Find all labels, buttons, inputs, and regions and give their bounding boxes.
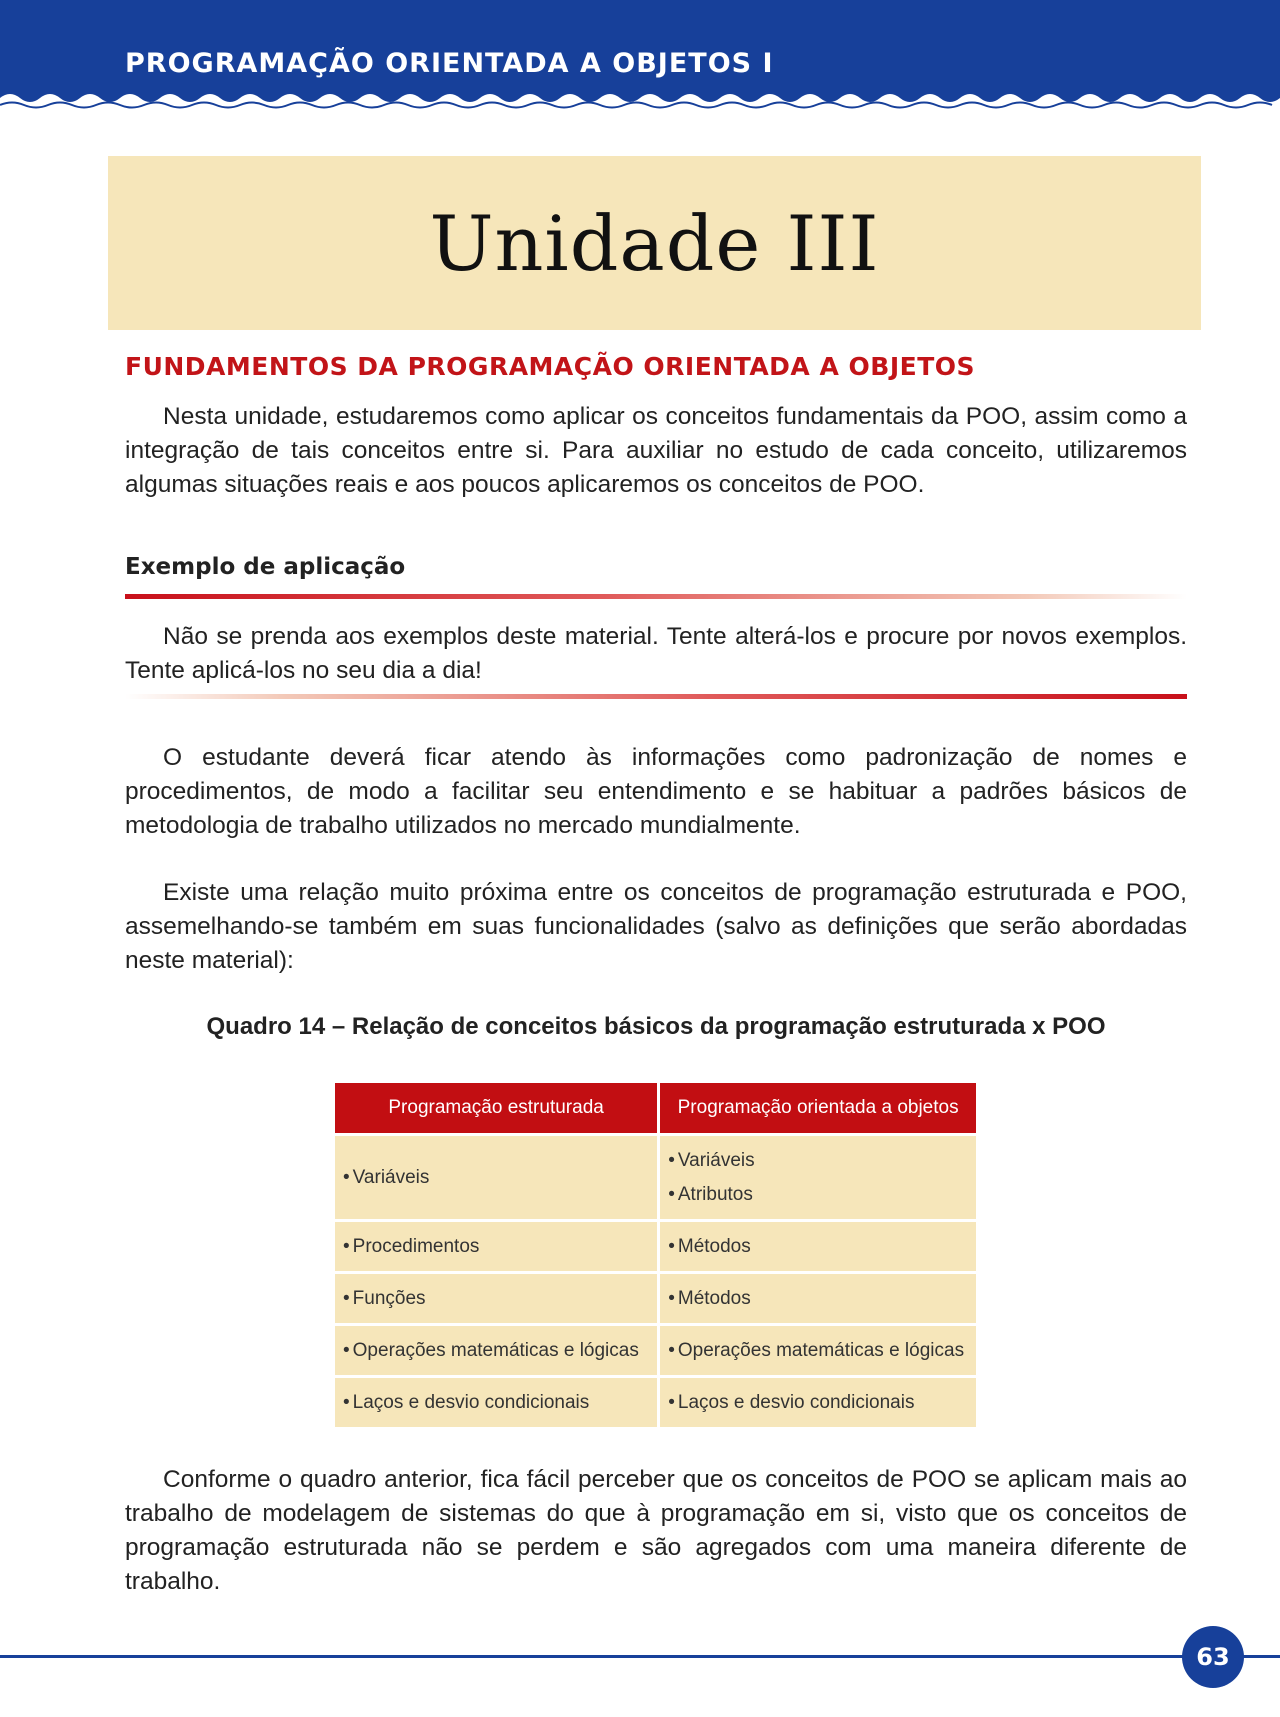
list-item: • Variáveis <box>668 1144 968 1178</box>
table-header-oop: Programação orientada a objetos <box>659 1082 978 1135</box>
table-row <box>334 1135 978 1221</box>
example-bottom-rule <box>125 694 1187 699</box>
quadro-caption: Quadro 14 – Relação de conceitos básicos da programação estruturada x POO <box>206 1013 1106 1040</box>
table-cell <box>659 1221 978 1273</box>
relation-paragraph: Existe uma relação muito próxima entre os conceitos de programação estruturada e POO, assemelhando-se também em suas funcionalidades (salvo as definições que serão abordadas neste material): <box>125 879 1187 974</box>
example-text: Não se prenda aos exemplos deste material. Tente alterá-los e procure por novos exemplos. Tente aplicá-los no seu dia a dia! <box>125 623 1187 684</box>
table-cell <box>659 1135 978 1221</box>
table-row <box>334 1273 978 1325</box>
list-item: • Operações matemáticas e lógicas <box>343 1334 649 1368</box>
list-item: • Procedimentos <box>343 1230 649 1264</box>
table-cell <box>659 1273 978 1325</box>
unit-title: Unidade III <box>429 198 880 288</box>
unit-title-box <box>108 156 1201 330</box>
list-item: • Laços e desvio condicionais <box>343 1386 649 1420</box>
example-top-rule <box>125 594 1187 599</box>
intro-paragraph: Nesta unidade, estudaremos como aplicar os conceitos fundamentais da POO, assim como a integração de tais conceitos entre si. Para auxiliar no estudo de cada conceito, utilizaremos algumas situações reais e aos poucos aplicaremos os conceitos de POO. <box>125 403 1187 498</box>
footer-rule <box>0 1655 1280 1658</box>
table-cell <box>659 1377 978 1429</box>
table-row <box>334 1377 978 1429</box>
table-cell <box>659 1325 978 1377</box>
list-item: • Variáveis <box>343 1161 649 1195</box>
book-title: PROGRAMAÇÃO ORIENTADA A OBJETOS I <box>125 48 774 79</box>
example-box-title: Exemplo de aplicação <box>125 554 406 580</box>
list-item: • Funções <box>343 1282 649 1316</box>
concepts-table <box>332 1080 979 1430</box>
conclusion-paragraph: Conforme o quadro anterior, fica fácil perceber que os conceitos de POO se aplicam mais ao trabalho de modelagem de sistemas do que à programação em si, visto que os conceitos de programação estruturada não se perdem e são agregados com uma maneira diferente de trabalho. <box>125 1466 1187 1595</box>
list-item: • Laços e desvio condicionais <box>668 1386 968 1420</box>
table-cell <box>334 1325 659 1377</box>
table-cell <box>334 1135 659 1221</box>
table-cell <box>334 1273 659 1325</box>
table-cell <box>334 1221 659 1273</box>
header-wave-decoration <box>0 88 1280 118</box>
table-header-structured: Programação estruturada <box>334 1082 659 1135</box>
section-heading: FUNDAMENTOS DA PROGRAMAÇÃO ORIENTADA A OBJETOS <box>125 352 976 381</box>
list-item: • Atributos <box>668 1178 968 1212</box>
table-row <box>334 1325 978 1377</box>
list-item: • Métodos <box>668 1230 968 1264</box>
table-cell <box>334 1377 659 1429</box>
table-row <box>334 1221 978 1273</box>
list-item: • Métodos <box>668 1282 968 1316</box>
page-number-badge: 63 <box>1182 1626 1244 1688</box>
list-item: • Operações matemáticas e lógicas <box>668 1334 968 1368</box>
student-paragraph: O estudante deverá ficar atendo às informações como padronização de nomes e procedimentos, de modo a facilitar seu entendimento e se habituar a padrões básicos de metodologia de trabalho utilizados no mercado mundialmente. <box>125 744 1187 839</box>
